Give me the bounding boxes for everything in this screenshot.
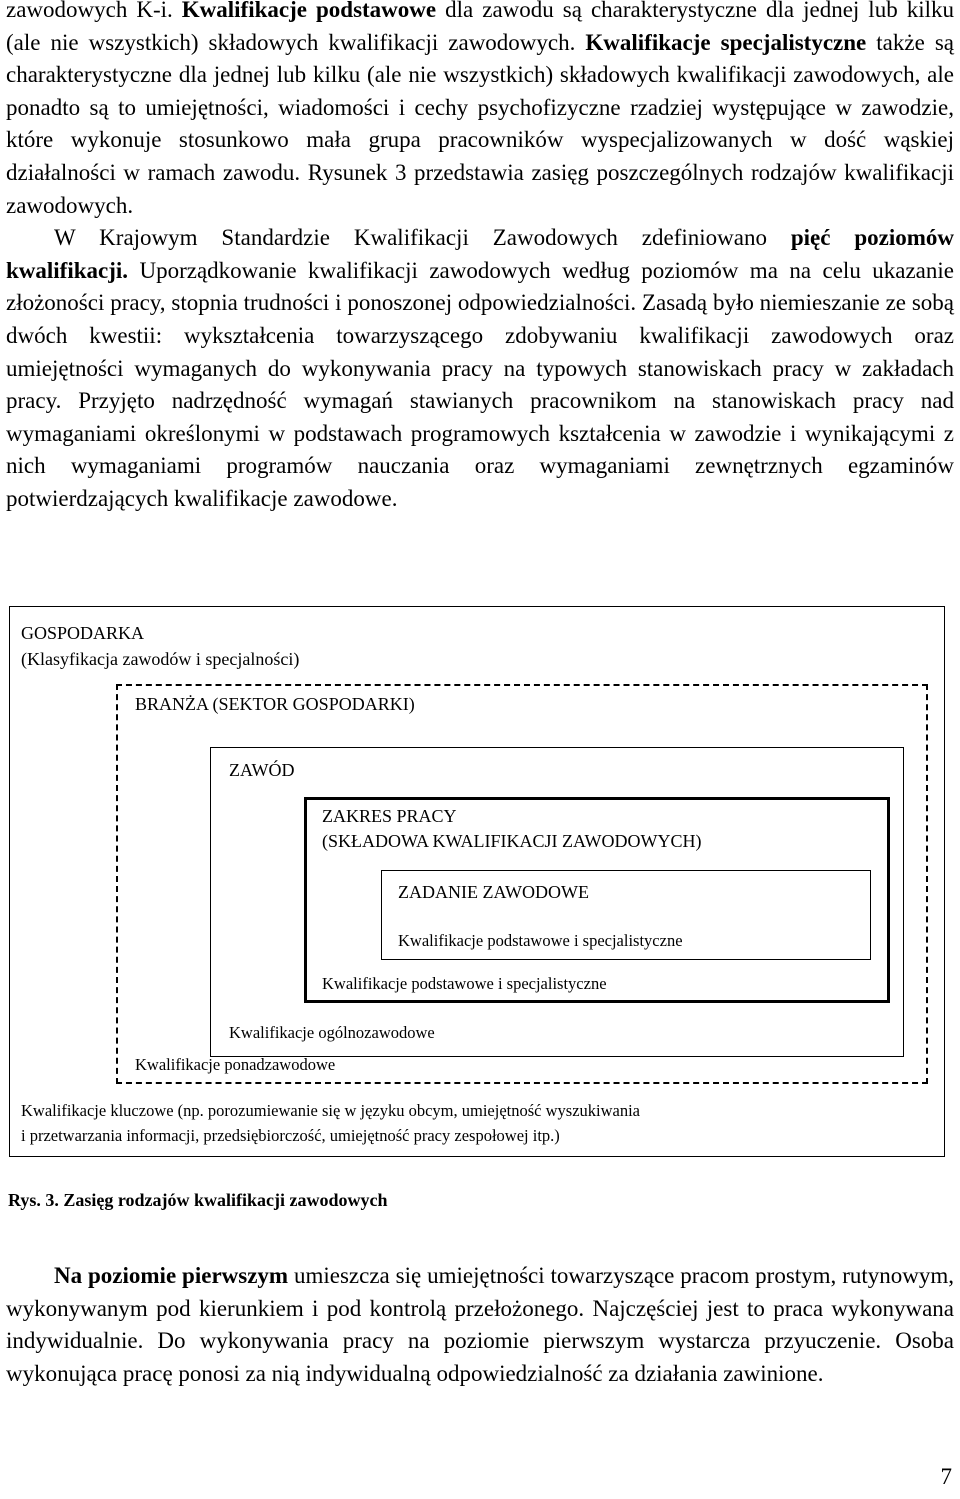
key-qualifications-line2: i przetwarzania informacji, przedsiębiorczość, umiejętność pracy zespołowej itp.) <box>21 1126 560 1145</box>
zakres-qualifications: Kwalifikacje podstawowe i specjalistyczne <box>322 974 607 993</box>
bold-term-basic: Kwalifikacje podstawowe <box>181 0 437 22</box>
key-qualifications-line1: Kwalifikacje kluczowe (np. porozumiewanie się w języku obcym, umiejętność wyszukiwania <box>21 1101 641 1120</box>
body-text-top <box>6 0 954 516</box>
zadanie-title: ZADANIE ZAWODOWE <box>398 882 590 902</box>
text-run: także są charakterystyczne dla jednej lub kilku (ale nie wszystkich) składowych kwalifikacji zawodowych, ale ponadto są to umiejętności, wiadomości i cechy psychofizyczne rzadziej występujące w zawodzie, które wykonuje stosunkowo mała grupa pracowników wyspecjalizowanych w dość wąskiej działalności w ramach zawodu. Rysunek 3 przedstawia zasięg poszczególnych rodzajów kwalifikacji zawodowych. <box>6 29 954 218</box>
zawod-qualifications: Kwalifikacje ogólnozawodowe <box>229 1023 435 1042</box>
text-run: umieszcza się umiejętności towarzyszące pracom prostym, rutynowym, wykonywanym pod kierunkiem i pod kontrolą przełożonego. Najczęściej jest to praca wykonywana indywidualnie. Do wykonywania pracy na poziomie pierwszym wystarcza przyuczenie. Osoba wykonująca pracę ponosi za nią indywidualną odpowiedzialność za działania zawinione. <box>6 1263 954 1386</box>
text-run: Uporządkowanie kwalifikacji zawodowych według poziomów ma na celu ukazanie złożoności pracy, stopnia trudności i ponoszonej odpowiedzialności. Zasadą było niemieszanie ze sobą dwóch kwestii: wykształcenia towarzyszącego zdobywaniu kwalifikacji zawodowych oraz umiejętności wymaganych do wykonywania pracy na typowych stanowiskach pracy w zakładach pracy. Przyjęto nadrzędność wymagań stawianych pracownikom na stanowiskach pracy nad wymaganiami określonymi w podstawach programowych kształcenia w zawodzie i wynikającymi z nich wymaganiami programów nauczania oraz wymaganiami zewnętrznych egzaminów potwierdzających kwalifikacje zawodowe. <box>6 257 954 511</box>
page-number: 7 <box>940 1464 952 1489</box>
text-run: W Krajowym Standardzie Kwalifikacji Zawodowych zdefiniowano <box>54 225 791 251</box>
zakres-title: ZAKRES PRACY <box>322 806 457 826</box>
body-text-bottom <box>6 1260 954 1390</box>
figure-caption: Rys. 3. Zasięg rodzajów kwalifikacji zawodowych <box>8 1190 388 1210</box>
zadanie-qualifications: Kwalifikacje podstawowe i specjalistyczne <box>398 931 683 950</box>
paragraph-qualification-levels <box>6 222 954 515</box>
branza-title: BRANŻA (SEKTOR GOSPODARKI) <box>135 694 415 714</box>
bold-term-level-one: Na poziomie pierwszym <box>54 1263 289 1288</box>
text-run: zawodowych K-i. <box>6 0 182 22</box>
gospodarka-title: GOSPODARKA <box>21 623 145 643</box>
gospodarka-subtitle: (Klasyfikacja zawodów i specjalności) <box>21 649 300 669</box>
bold-term-specialist: Kwalifikacje specjalistyczne <box>585 29 867 55</box>
branza-qualifications: Kwalifikacje ponadzawodowe <box>135 1055 336 1074</box>
zakres-subtitle: (SKŁADOWA KWALIFIKACJI ZAWODOWYCH) <box>322 831 702 851</box>
zawod-title: ZAWÓD <box>229 760 295 780</box>
text-run: dla zawodu są charakterystyczne dla jednej lub kilku (ale nie wszystkich) składowych kwalifikacji zawodowych. <box>6 0 954 55</box>
paragraph-qualification-types <box>6 0 954 222</box>
bold-term-five-levels: pięć poziomów kwalifikacji. <box>6 225 955 283</box>
paragraph-level-one <box>6 1260 954 1390</box>
